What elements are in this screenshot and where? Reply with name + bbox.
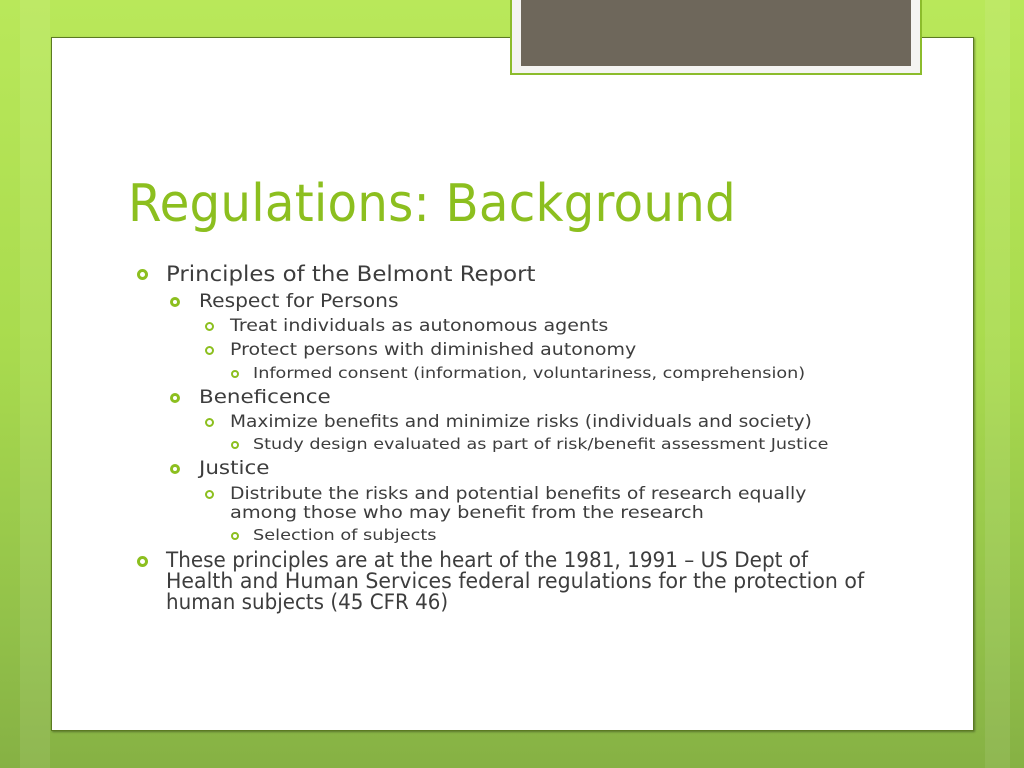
bullet-text: Beneficence xyxy=(199,386,331,408)
bullet-text: Distribute the risks and potential benefits of research equally xyxy=(230,484,807,504)
bullet-icon xyxy=(231,532,239,540)
header-photo xyxy=(521,0,911,66)
bullet-text: Treat individuals as autonomous agents xyxy=(230,316,609,336)
bullet-text: Study design evaluated as part of risk/benefit assessment Justice xyxy=(253,435,829,453)
bullet-text: Principles of the Belmont Report xyxy=(166,262,536,286)
background-stripe xyxy=(20,0,50,768)
bullet-icon xyxy=(137,556,148,567)
bullet-icon xyxy=(231,370,239,378)
bullet-icon xyxy=(170,464,180,474)
bullet-icon xyxy=(170,393,180,403)
bullet-text: These principles are at the heart of the 1981, 1991 – US Dept of xyxy=(166,548,809,572)
bullet-text-continuation: human subjects (45 CFR 46) xyxy=(166,590,449,614)
bullet-icon xyxy=(231,441,239,449)
bullet-icon xyxy=(137,269,148,280)
bullet-text: Selection of subjects xyxy=(253,526,437,544)
header-photo-frame xyxy=(510,0,922,75)
bullet-icon xyxy=(170,297,180,307)
bullet-text: Respect for Persons xyxy=(199,290,399,312)
bullet-text-continuation: among those who may benefit from the research xyxy=(230,503,704,523)
bullet-text: Maximize benefits and minimize risks (individuals and society) xyxy=(230,412,812,432)
bullet-text: Justice xyxy=(199,457,270,479)
bullet-text-continuation: Health and Human Services federal regulations for the protection of xyxy=(166,569,865,593)
bullet-icon xyxy=(205,490,214,499)
bullet-icon xyxy=(205,322,214,331)
background-stripe xyxy=(985,0,1010,768)
bullet-text: Protect persons with diminished autonomy xyxy=(230,340,637,360)
bullet-text: Informed consent (information, voluntariness, comprehension) xyxy=(253,364,806,382)
slide-title: Regulations: Background xyxy=(128,174,736,234)
bullet-icon xyxy=(205,346,214,355)
bullet-icon xyxy=(205,418,214,427)
slide xyxy=(51,37,974,731)
